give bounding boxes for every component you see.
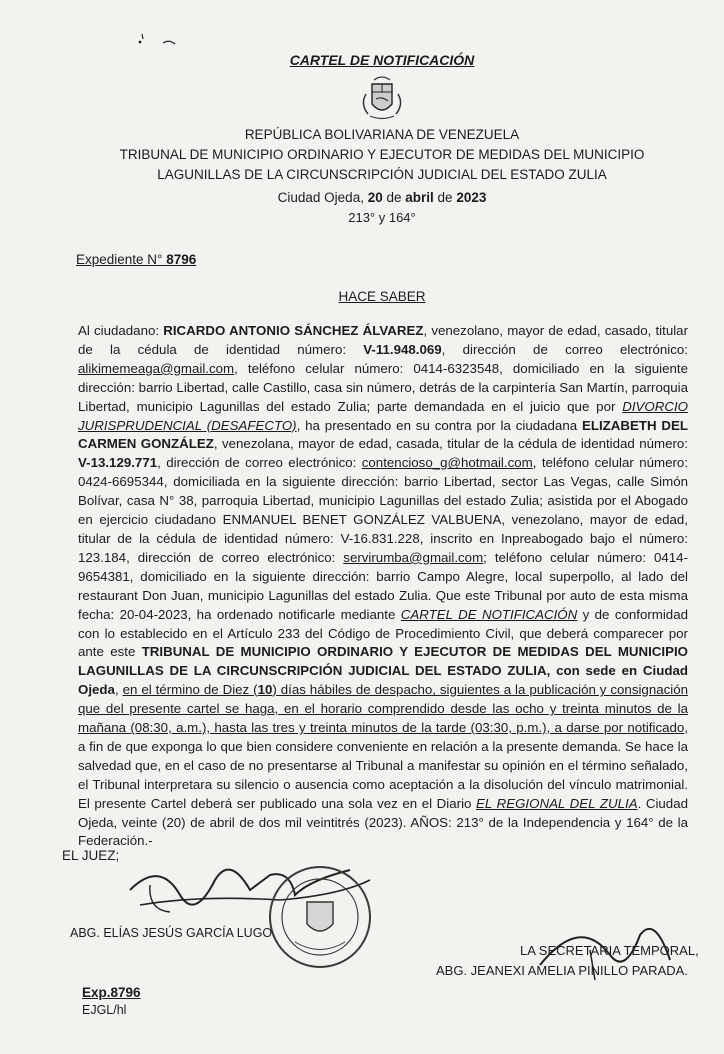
secretary-name: ABG. JEANEXI AMELIA PINILLO PARADA. (436, 963, 688, 978)
email-link-lawyer: servirumba@gmail.com (343, 549, 484, 565)
email-link-defendant: alikimemeaga@gmail.com (78, 360, 235, 376)
footer-initials: EJGL/hl (82, 1003, 127, 1017)
header-jurisdiction: LAGUNILLAS DE LA CIRCUNSCRIPCIÓN JUDICIAL DEL ESTADO ZULIA (157, 167, 607, 182)
coat-of-arms-icon (356, 74, 408, 122)
judge-label: EL JUEZ; (62, 848, 120, 863)
header-republic: REPÚBLICA BOLIVARIANA DE VENEZUELA (244, 127, 520, 142)
footer-expediente: Exp.8796 (82, 985, 141, 1000)
independence-years: 213° y 164° (348, 210, 416, 225)
city-date: Ciudad Ojeda, 20 de abril de 2023 (277, 190, 487, 205)
court-seal-stamp (265, 862, 375, 972)
stray-marks (135, 30, 185, 50)
document-title: CARTEL DE NOTIFICACIÓN (289, 52, 475, 68)
expediente-number: Expediente N° 8796 (76, 252, 197, 267)
secretary-label: LA SECRETARIA TEMPORAL, (520, 943, 699, 958)
judge-name: ABG. ELÍAS JESÚS GARCÍA LUGO. (70, 926, 276, 940)
hace-saber-heading: HACE SABER (338, 289, 426, 304)
notice-body: Al ciudadano: RICARDO ANTONIO SÁNCHEZ ÁLVAREZ, venezolano, mayor de edad, casado, titular de la cédula de identidad número: V-11.948.069, dirección de correo electrónico: alikimemeaga@gmail.com, teléfono celular número: 0414-6323548, domiciliado en la siguiente dirección: barrio Libertad, calle Castillo, casa sin número, detrás de la carpintería San Martín, parroquia Libertad, municipio Lagunillas del estado Zulia; parte demandada en el juicio que por DIVORCIO JURISPRUDENCIAL (DESAFECTO), ha presentado en su contra por la ciudadana ELIZABETH DEL CARMEN GONZÁLEZ, venezolana, mayor de edad, casada, titular de la cédula de identidad número: V-13.129.771, dirección de correo electrónico: contencioso_g@hotmail.com, teléfono celular número: 0424-6695344, domiciliada en la siguiente dirección: barrio Libertad, sector Las Vegas, calle Simón Bolívar, casa N° 38, parroquia Libertad, municipio Lagunillas del estado Zulia; asistida por el Abogado en ejercicio ciudadano ENMANUEL BENET GONZÁLEZ VALBUENA, venezolano, mayor de edad, titular de la cédula de identidad número: V-16.831.228, inscrito en Inpreabogado bajo el número: 123.184, dirección de correo electrónico: servirumba@gmail.com; teléfono celular número: 0414-9654381, domiciliado en la siguiente dirección: barrio Campo Alegre, local superpollo, al lado del restaurant Don Juan, municipio Lagunillas del estado Zulia. Que este Tribunal por auto de esta misma fecha: 20-04-2023, ha ordenado notificarle mediante CARTEL DE NOTIFICACIÓN y de conformidad con lo establecido en el Artículo 233 del Código de Procedimiento Civil, que deberá comparecer por ante este TRIBUNAL DE MUNICIPIO ORDINARIO Y EJECUTOR DE MEDIDAS DEL MUNICIPIO LAGUNILLAS DE LA CIRCUNSCRIPCIÓN JUDICIAL DEL ESTADO ZULIA, con sede en Ciudad Ojeda, en el término de Diez (10) días hábiles de despacho, siguientes a la publicación y consignación que del presente cartel se haga, en el horario comprendido desde las ocho y treinta minutos de la mañana (08:30, a.m.), hasta las tres y treinta minutos de la tarde (03:30, p.m.), a darse por notificado, a fin de que exponga lo que bien considere conveniente en relación a la presente demanda. Se hace la salvedad que, en el caso de no presentarse al Tribunal a manifestar su opinión en el término señalado, el Tribunal interpretara su silencio o ausencia como aceptación a la disolución del vínculo matrimonial. El presente Cartel deberá ser publicado una sola vez en el Diario EL REGIONAL DEL ZULIA. Ciudad Ojeda, veinte (20) de abril de dos mil veintitrés (2023). AÑOS: 213° de la Independencia y 164° de la Federación.- (78, 323, 689, 849)
email-link-plaintiff: contencioso_g@hotmail.com (361, 455, 533, 471)
header-tribunal: TRIBUNAL DE MUNICIPIO ORDINARIO Y EJECUTOR DE MEDIDAS DEL MUNICIPIO (119, 147, 645, 162)
